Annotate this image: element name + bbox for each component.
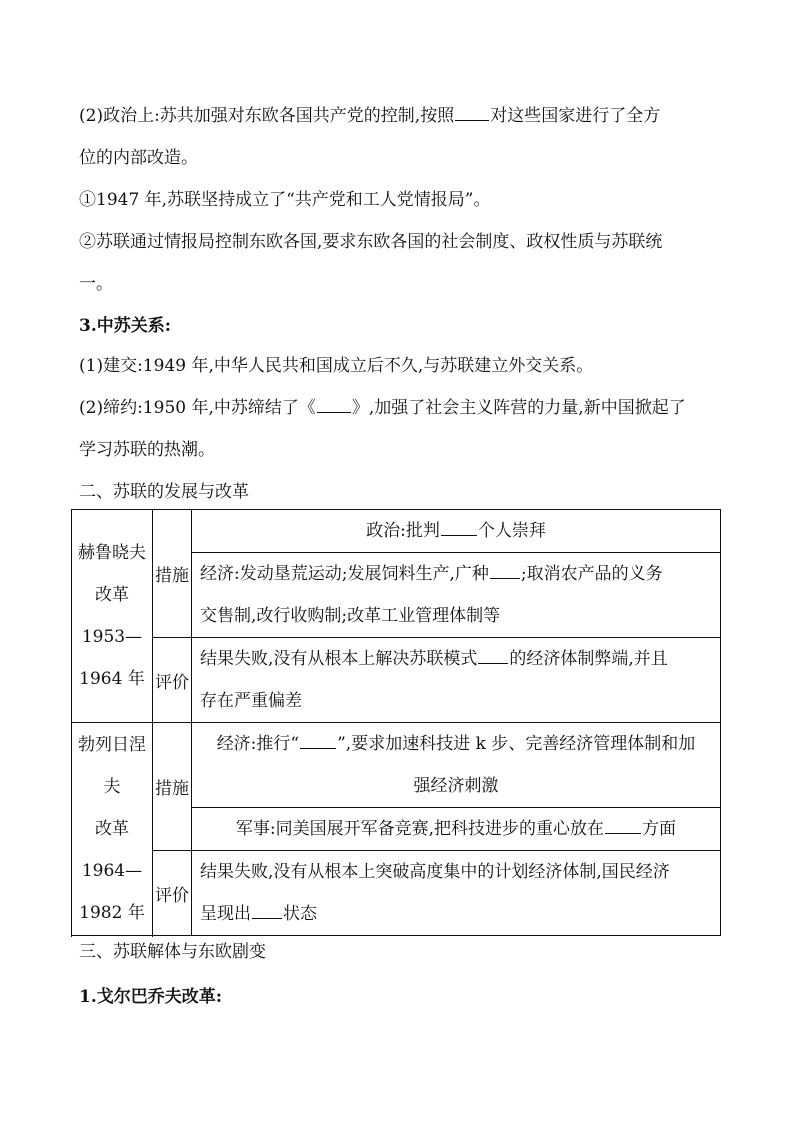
reform-name: 改革 [95, 585, 129, 605]
reform-name: 勃列日涅 [78, 735, 146, 755]
text: 存在严重偏差 [200, 691, 302, 711]
text: ”,要求加速科技进 k 步、完善经济管理体制和加 [337, 734, 696, 754]
text: 对这些国家进行了全方 [490, 106, 661, 126]
brezhnev-reform-cell [72, 723, 153, 936]
sino-treaty-line1 [79, 400, 686, 417]
text: 政治:批判 [366, 521, 440, 541]
heading-gorbachev: 1.戈尔巴乔夫改革: [79, 987, 223, 1007]
fill-blank[interactable] [317, 411, 351, 413]
reform-name: 夫 [103, 777, 121, 797]
fill-blank[interactable] [605, 832, 641, 834]
text: 交售制,改行收购制;改革工业管理体制等 [200, 606, 501, 626]
fill-blank[interactable] [441, 534, 477, 536]
text: 》,加强了社会主义阵营的力量,新中国掀起了 [351, 398, 686, 418]
evaluation-label: 评价 [153, 638, 192, 723]
sino-treaty-line2: 学习苏联的热潮。 [79, 440, 215, 460]
heading-sino-soviet: 3.中苏关系: [79, 316, 172, 336]
list-item-1947: ①1947 年,苏联坚持成立了“共产党和工人党情报局”。 [79, 190, 491, 210]
list-item-cominform-line2: 一。 [79, 274, 113, 294]
text: 结果失败,没有从根本上解决苏联模式 [200, 649, 478, 669]
fill-blank[interactable] [455, 119, 489, 121]
text: 结果失败,没有从根本上突破高度集中的计划经济体制,国民经济 [200, 862, 670, 882]
text: 经济:推行“ [216, 734, 300, 754]
khrushchev-politics [192, 510, 721, 553]
reform-name: 赫鲁晓夫 [78, 543, 146, 563]
fill-blank[interactable] [490, 577, 520, 579]
brezhnev-economy [192, 723, 721, 808]
section-3-title: 三、苏联解体与东欧剧变 [79, 942, 266, 962]
para-politics-line1 [79, 108, 660, 125]
evaluation-label: 评价 [153, 851, 192, 936]
fill-blank[interactable] [478, 662, 508, 664]
khrushchev-reform-cell [72, 510, 153, 723]
reform-table [71, 509, 721, 936]
text: 的经济体制弊端,并且 [509, 649, 668, 669]
khrushchev-economy [192, 553, 721, 638]
reform-period: 1964— [81, 861, 143, 881]
reform-name: 改革 [95, 819, 129, 839]
fill-blank[interactable] [300, 747, 336, 749]
text: ;取消农产品的义务 [520, 564, 663, 584]
section-2-title: 二、苏联的发展与改革 [79, 482, 249, 502]
measures-label: 措施 [153, 723, 192, 851]
reform-period: 1982 年 [79, 903, 145, 923]
list-item-cominform-line1: ②苏联通过情报局控制东欧各国,要求东欧各国的社会制度、政权性质与苏联统 [79, 232, 663, 252]
reform-period: 1964 年 [79, 669, 145, 689]
brezhnev-evaluation [192, 851, 721, 936]
text: (2)缔约:1950 年,中苏缔结了《 [79, 398, 316, 418]
text: 个人崇拜 [477, 521, 546, 541]
text: 方面 [642, 819, 677, 839]
text: 强经济刺激 [413, 776, 499, 796]
text: 军事:同美国展开军备竞赛,把科技进步的重心放在 [235, 819, 605, 839]
sino-diplomacy: (1)建交:1949 年,中华人民共和国成立后不久,与苏联建立外交关系。 [79, 356, 594, 376]
text: (2)政治上:苏共加强对东欧各国共产党的控制,按照 [79, 106, 455, 126]
para-politics-line2: 位的内部改造。 [79, 148, 198, 168]
text: 状态 [283, 904, 317, 924]
brezhnev-military [192, 808, 721, 851]
text: 呈现出 [200, 904, 251, 924]
fill-blank[interactable] [252, 917, 282, 919]
text: 经济:发动垦荒运动;发展饲料生产,广种 [200, 564, 489, 584]
reform-period: 1953— [81, 627, 143, 647]
measures-label: 措施 [153, 510, 192, 638]
khrushchev-evaluation [192, 638, 721, 723]
